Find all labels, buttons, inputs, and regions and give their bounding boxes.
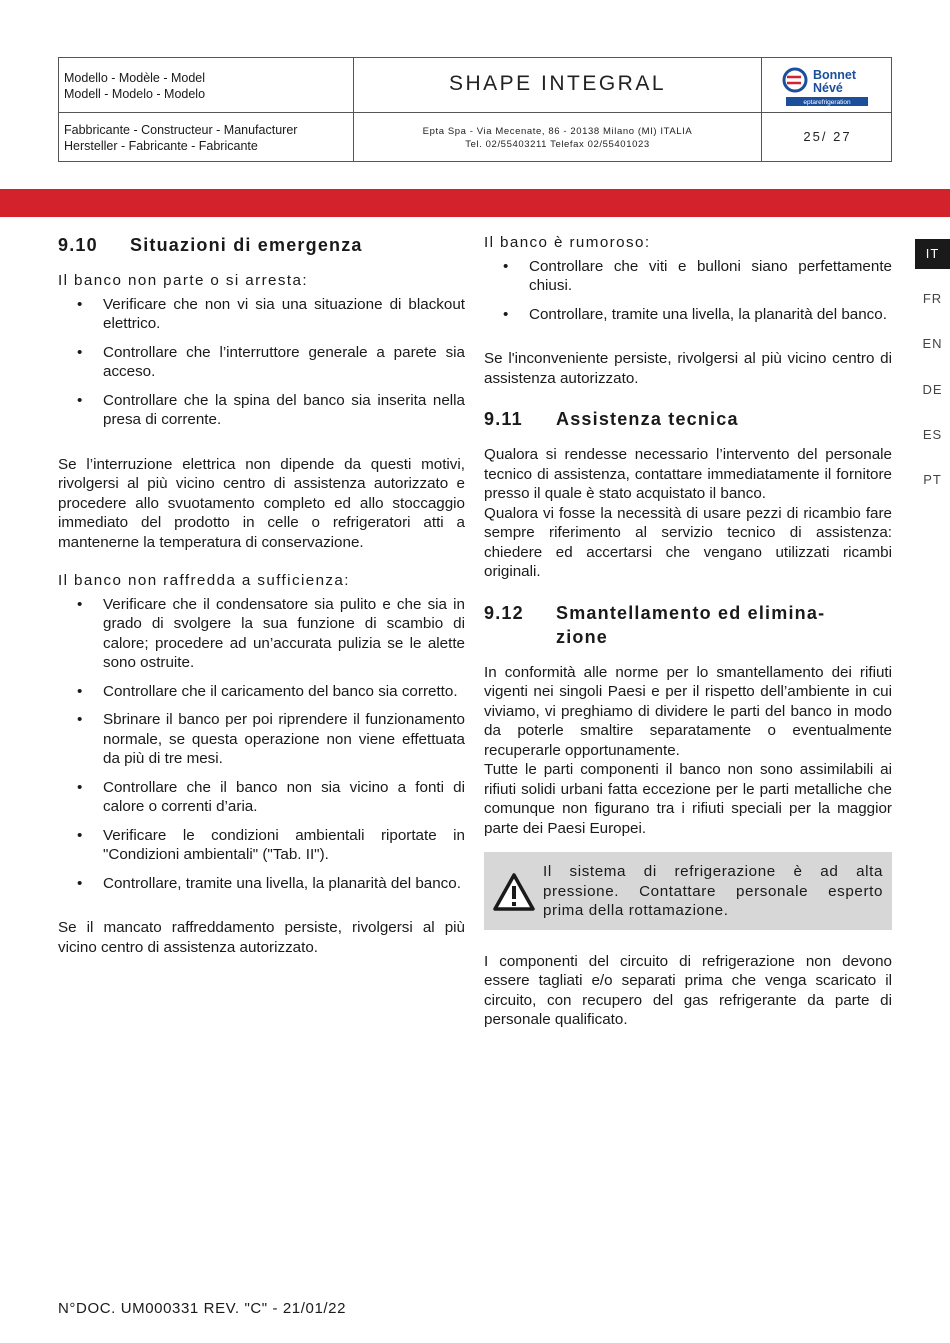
section-heading-9-10: [58, 233, 465, 257]
section-title: [556, 601, 825, 649]
bonnet-neve-logo: [781, 64, 873, 108]
model-title: SHAPE INTEGRAL: [448, 72, 667, 95]
paragraph: I componenti del circuito di refrigerazione non devono essere tagliati e/o separati prima che venga scaricato il circuito, con recupero del gas refrigerante da parte di personale qualificato.: [484, 952, 892, 1028]
lang-tab-de[interactable]: DE: [915, 375, 950, 405]
warning-text: Il sistema di refrigerazione è ad alta pressione. Contattare personale esperto prima della rottamazione.: [543, 863, 883, 919]
manufacturer-label-line: Hersteller - Fabricante - Fabricante: [64, 139, 258, 153]
paragraph: In conformità alle norme per lo smantellamento dei rifiuti vigenti nei singoli Paesi e per il rispetto dell’ambiente in cui viviamo, vi preghiamo di dividere le parti del banco in modo da poterle smaltire separatamente o eventualmente recuperarle opportunamente.: [484, 663, 892, 759]
list-item: • Controllare che il caricamento del banco sia corretto.: [103, 682, 465, 702]
paragraph: Qualora vi fosse la necessità di usare pezzi di ricambio fare sempre riferimento al servizio tecnico di assistenza: chiedere ed accertarsi che vengano utilizzati ricambi originali.: [484, 504, 892, 580]
section-number: 9.12: [484, 602, 524, 623]
list-item: • Controllare che la spina del banco sia inserita nella presa di corrente.: [103, 391, 465, 430]
paragraph: Se l’interruzione elettrica non dipende da questi motivi, rivolgersi al più vicino centro di assistenza autorizzato e procedere allo svuotamento completo ed allo stoccaggio immediato del prodotto in celle o refrigeratori atti a mantenerne la temperatura di conservazione.: [58, 455, 465, 551]
list-item: • Verificare che non vi sia una situazione di blackout elettrico.: [103, 295, 465, 334]
checklist-noisy: [484, 257, 892, 325]
page-number: 25/ 27: [803, 129, 852, 144]
header-divider: [59, 112, 891, 113]
subheading-not-cooling: Il banco non raffredda a sufficienza:: [58, 572, 350, 589]
lang-tab-fr[interactable]: FR: [915, 284, 950, 314]
paragraph: Qualora si rendesse necessario l’intervento del personale tecnico di assistenza, contattare immediatamente il fornitore presso il quale è stato acquistato il banco.: [484, 446, 892, 502]
document-number: N°DOC. UM000331 REV. "C" - 21/01/22: [58, 1300, 347, 1317]
section-number: 9.10: [58, 235, 98, 255]
section-title-line: Smantellamento ed elimina-: [556, 602, 826, 623]
checklist-not-starting: [58, 295, 465, 430]
list-item: • Controllare, tramite una livella, la planarità del banco.: [529, 305, 892, 325]
subheading-not-starting: Il banco non parte o si arresta:: [58, 272, 308, 289]
svg-text:Bonnet: Bonnet: [813, 68, 857, 82]
model-label-line: Modell - Modelo - Modelo: [64, 87, 206, 101]
paragraph: Tutte le parti componenti il banco non sono assimilabili ai rifiuti solidi urbani fatta eccezione per le parti metalliche che comunque non figurano tra i rifiuti speciali per la maggior parte dei Paesi Europei.: [484, 761, 892, 837]
section-title: Assistenza tecnica: [556, 409, 739, 429]
lang-tab-en[interactable]: EN: [915, 329, 950, 359]
section-title-line: zione: [556, 626, 609, 647]
manufacturer-label: [64, 122, 297, 154]
list-item: • Controllare che l’interruttore generale a parete sia acceso.: [103, 343, 465, 382]
left-column: [58, 233, 465, 957]
red-band: [0, 189, 950, 217]
list-item: • Verificare che il condensatore sia pulito e che sia in grado di svolgere la sua funzione di scambio di calore; procedere ad un’accurata pulizia se le alette sono ostruite.: [103, 595, 465, 673]
list-item: • Controllare, tramite una livella, la planarità del banco.: [103, 874, 465, 894]
address-line: Epta Spa - Via Mecenate, 86 - 20138 Milano (MI) ITALIA: [422, 126, 693, 137]
list-item: • Controllare che viti e bulloni siano perfettamente chiusi.: [529, 257, 892, 296]
checklist-not-cooling: [58, 595, 465, 894]
paragraph: Se il mancato raffreddamento persiste, rivolgersi al più vicino centro di assistenza autorizzato.: [58, 919, 465, 956]
warning-triangle-icon: [492, 872, 536, 912]
model-label: [64, 70, 205, 102]
phone-line: Tel. 02/55403211 Telefax 02/55401023: [465, 139, 650, 150]
logo-icon: [781, 64, 873, 108]
header-divider: [761, 58, 762, 161]
section-number: 9.11: [484, 409, 523, 429]
document-header: [58, 57, 892, 162]
lang-tab-it[interactable]: IT: [915, 239, 950, 269]
list-item: • Controllare che il banco non sia vicino a fonti di calore o correnti d’aria.: [103, 778, 465, 817]
lang-tab-pt[interactable]: PT: [915, 465, 950, 495]
manufacturer-address: [354, 125, 761, 151]
section-heading-9-11: [484, 407, 892, 431]
warning-box: [484, 852, 892, 930]
model-label-line: Modello - Modèle - Model: [64, 71, 206, 85]
section-heading-9-12: [484, 601, 892, 649]
paragraph: Se l'inconveniente persiste, rivolgersi al più vicino centro di assistenza autorizzato.: [484, 350, 892, 387]
section-title: Situazioni di emergenza: [130, 235, 363, 255]
lang-tab-es[interactable]: ES: [915, 420, 950, 450]
svg-text:Névé: Névé: [813, 81, 843, 95]
manufacturer-label-line: Fabbricante - Constructeur - Manufacturer: [64, 123, 298, 137]
right-column: [484, 233, 892, 1030]
list-item: • Sbrinare il banco per poi riprendere il funzionamento normale, se questa operazione non viene effettuata da più di tre mesi.: [103, 710, 465, 769]
list-item: • Verificare le condizioni ambientali riportate in "Condizioni ambientali" ("Tab. II").: [103, 826, 465, 865]
subheading-noisy: Il banco è rumoroso:: [484, 234, 651, 251]
svg-text:eptarefrigeration: eptarefrigeration: [803, 99, 851, 106]
